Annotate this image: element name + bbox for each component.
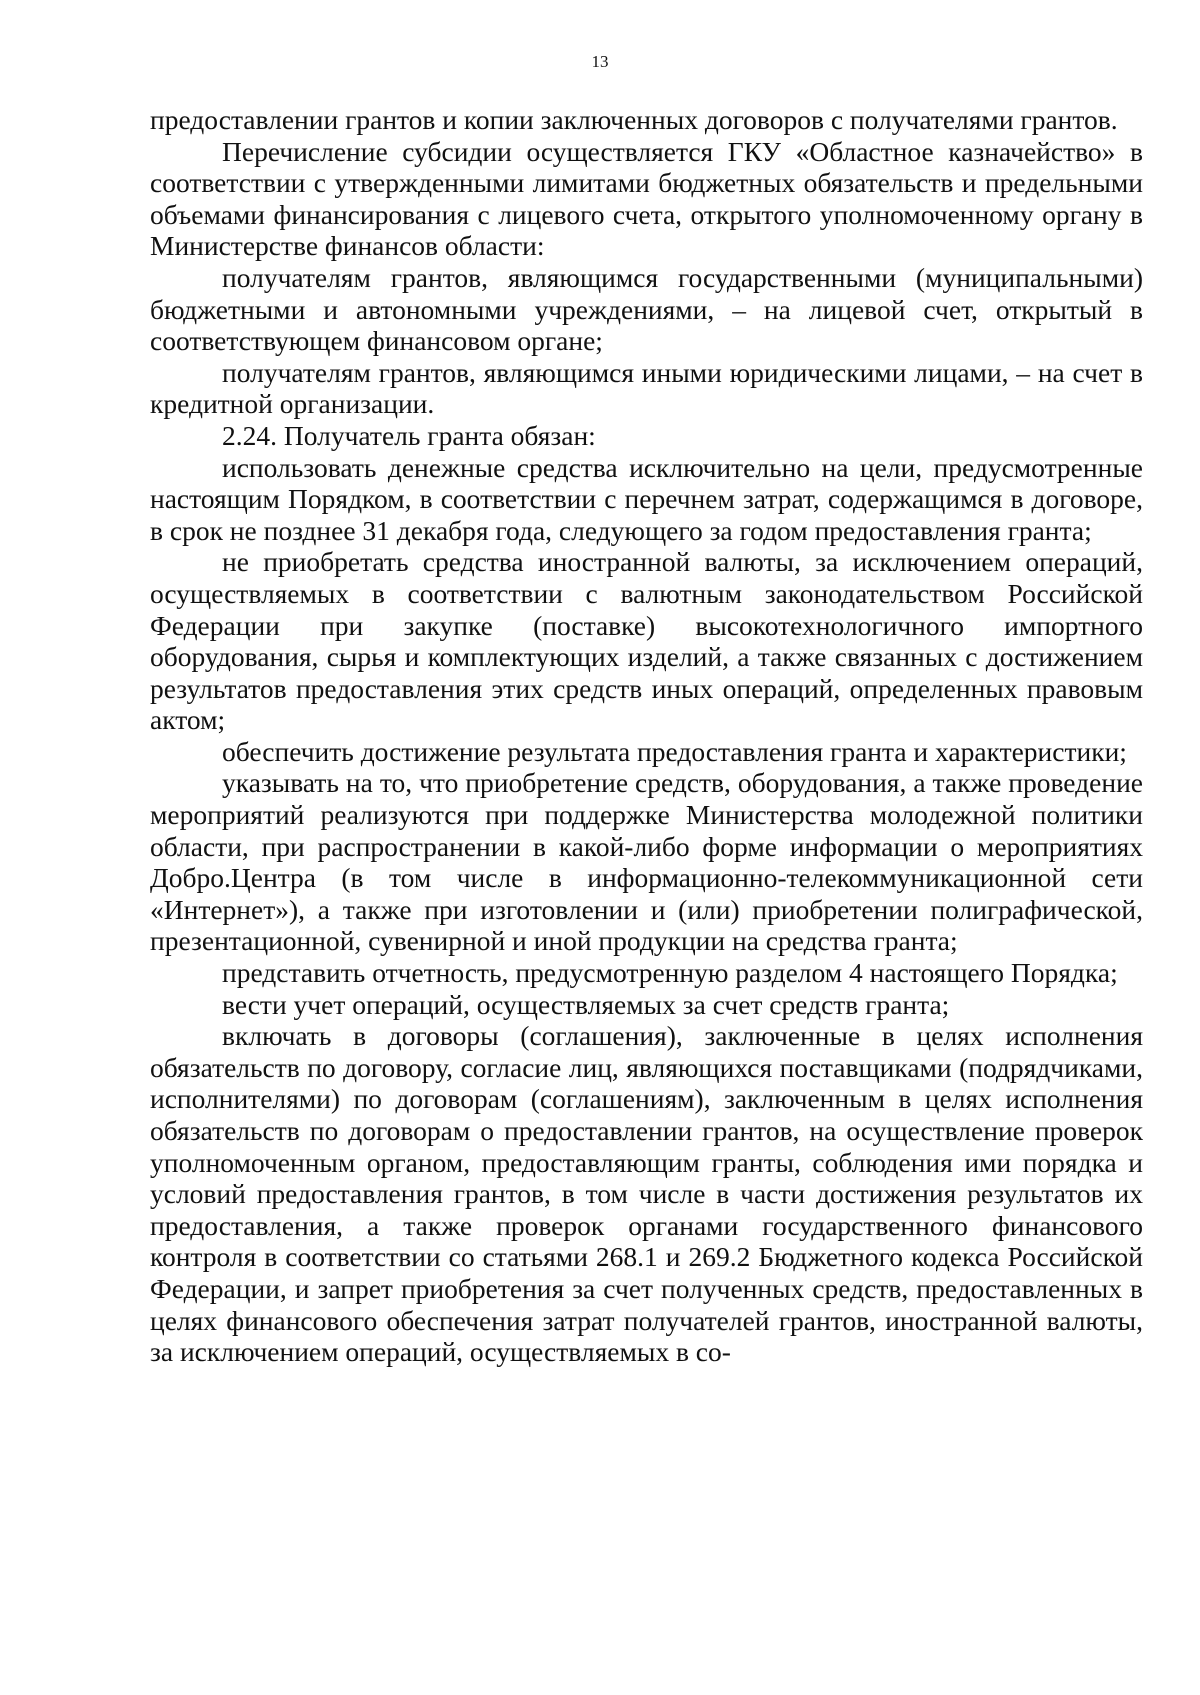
paragraph-reporting: представить отчетность, предусмотренную разделом 4 настоящего Порядка; [222,957,1118,989]
paragraph-use-funds: использовать денежные средства исключительно на цели, предусмотренные настоящим Порядком, в соответствии с перечнем затрат, содержащимся в договоре, в срок не позднее 31 декабря года, следующего за годом предоставления гранта; [150,451,1143,546]
page-number: 13 [591,52,609,71]
paragraph-accounting: вести учет операций, осуществляемых за счет средств гранта; [222,988,950,1020]
document-body [150,104,1143,1368]
paragraph-achieve-result: обеспечить достижение результата предоставления гранта и характеристики; [222,735,1127,767]
paragraph-budget-institutions: получателям грантов, являющимся государственными (муниципальными) бюджетными и автономными учреждениями, – на лицевой счет, открытый в соответствующем финансовом органе; [150,261,1143,357]
paragraph-foreign-currency: не приобретать средства иностранной валюты, за исключением операций, осуществляемых в соответствии с валютным законодательством Российской Федерации при закупке (поставке) высокотехнологичного импортного оборудования, сырья и комплектующих изделий, а также связанных с достижением результатов предоставления этих средств иных операций, определенных правовым актом; [150,546,1143,736]
paragraph-section-2-24: 2.24. Получатель гранта обязан: [222,419,596,451]
paragraph-legal-entities: получателям грантов, являющимся иными юридическими лицами, – на счет в кредитной организации. [150,356,1143,420]
paragraph-continuation: предоставлении грантов и копии заключенных договоров с получателями грантов. [150,104,1118,135]
paragraph-include-consent: включать в договоры (соглашения), заключенные в целях исполнения обязательств по договору, согласие лиц, являющихся поставщиками (подрядчиками, исполнителями) по договорам (соглашениям), заключенным в целях исполнения обязательств по договорам о предоставлении грантов, на осуществление проверок уполномоченным органом, предоставляющим гранты, соблюдения ими порядка и условий предоставления грантов, в том числе в части достижения результатов их предоставления, а также проверок органами государственного финансового контроля в соответствии со статьями 268.1 и 269.2 Бюджетного кодекса Российской Федерации, и запрет приобретения за счет полученных средств, предоставленных в целях финансового обеспечения затрат получателей грантов, иностранной валюты, за исключением операций, осуществляемых в со- [150,1020,1143,1368]
paragraph-indicate-support: указывать на то, что приобретение средств, оборудования, а также проведение мероприятий реализуются при поддержке Министерства молодежной политики области, при распространении в какой-либо форме информации о мероприятиях Добро.Центра (в том числе в информационно-телекоммуникационной сети «Интернет»), а также при изготовлении и (или) приобретении полиграфической, презентационной, сувенирной и иной продукции на средства гранта; [150,767,1143,957]
paragraph-subsidy-transfer: Перечисление субсидии осуществляется ГКУ «Областное казначейство» в соответствии с утвержденными лимитами бюджетных обязательств и предельными объемами финансирования с лицевого счета, открытого уполномоченному органу в Министерстве финансов области: [150,135,1143,262]
